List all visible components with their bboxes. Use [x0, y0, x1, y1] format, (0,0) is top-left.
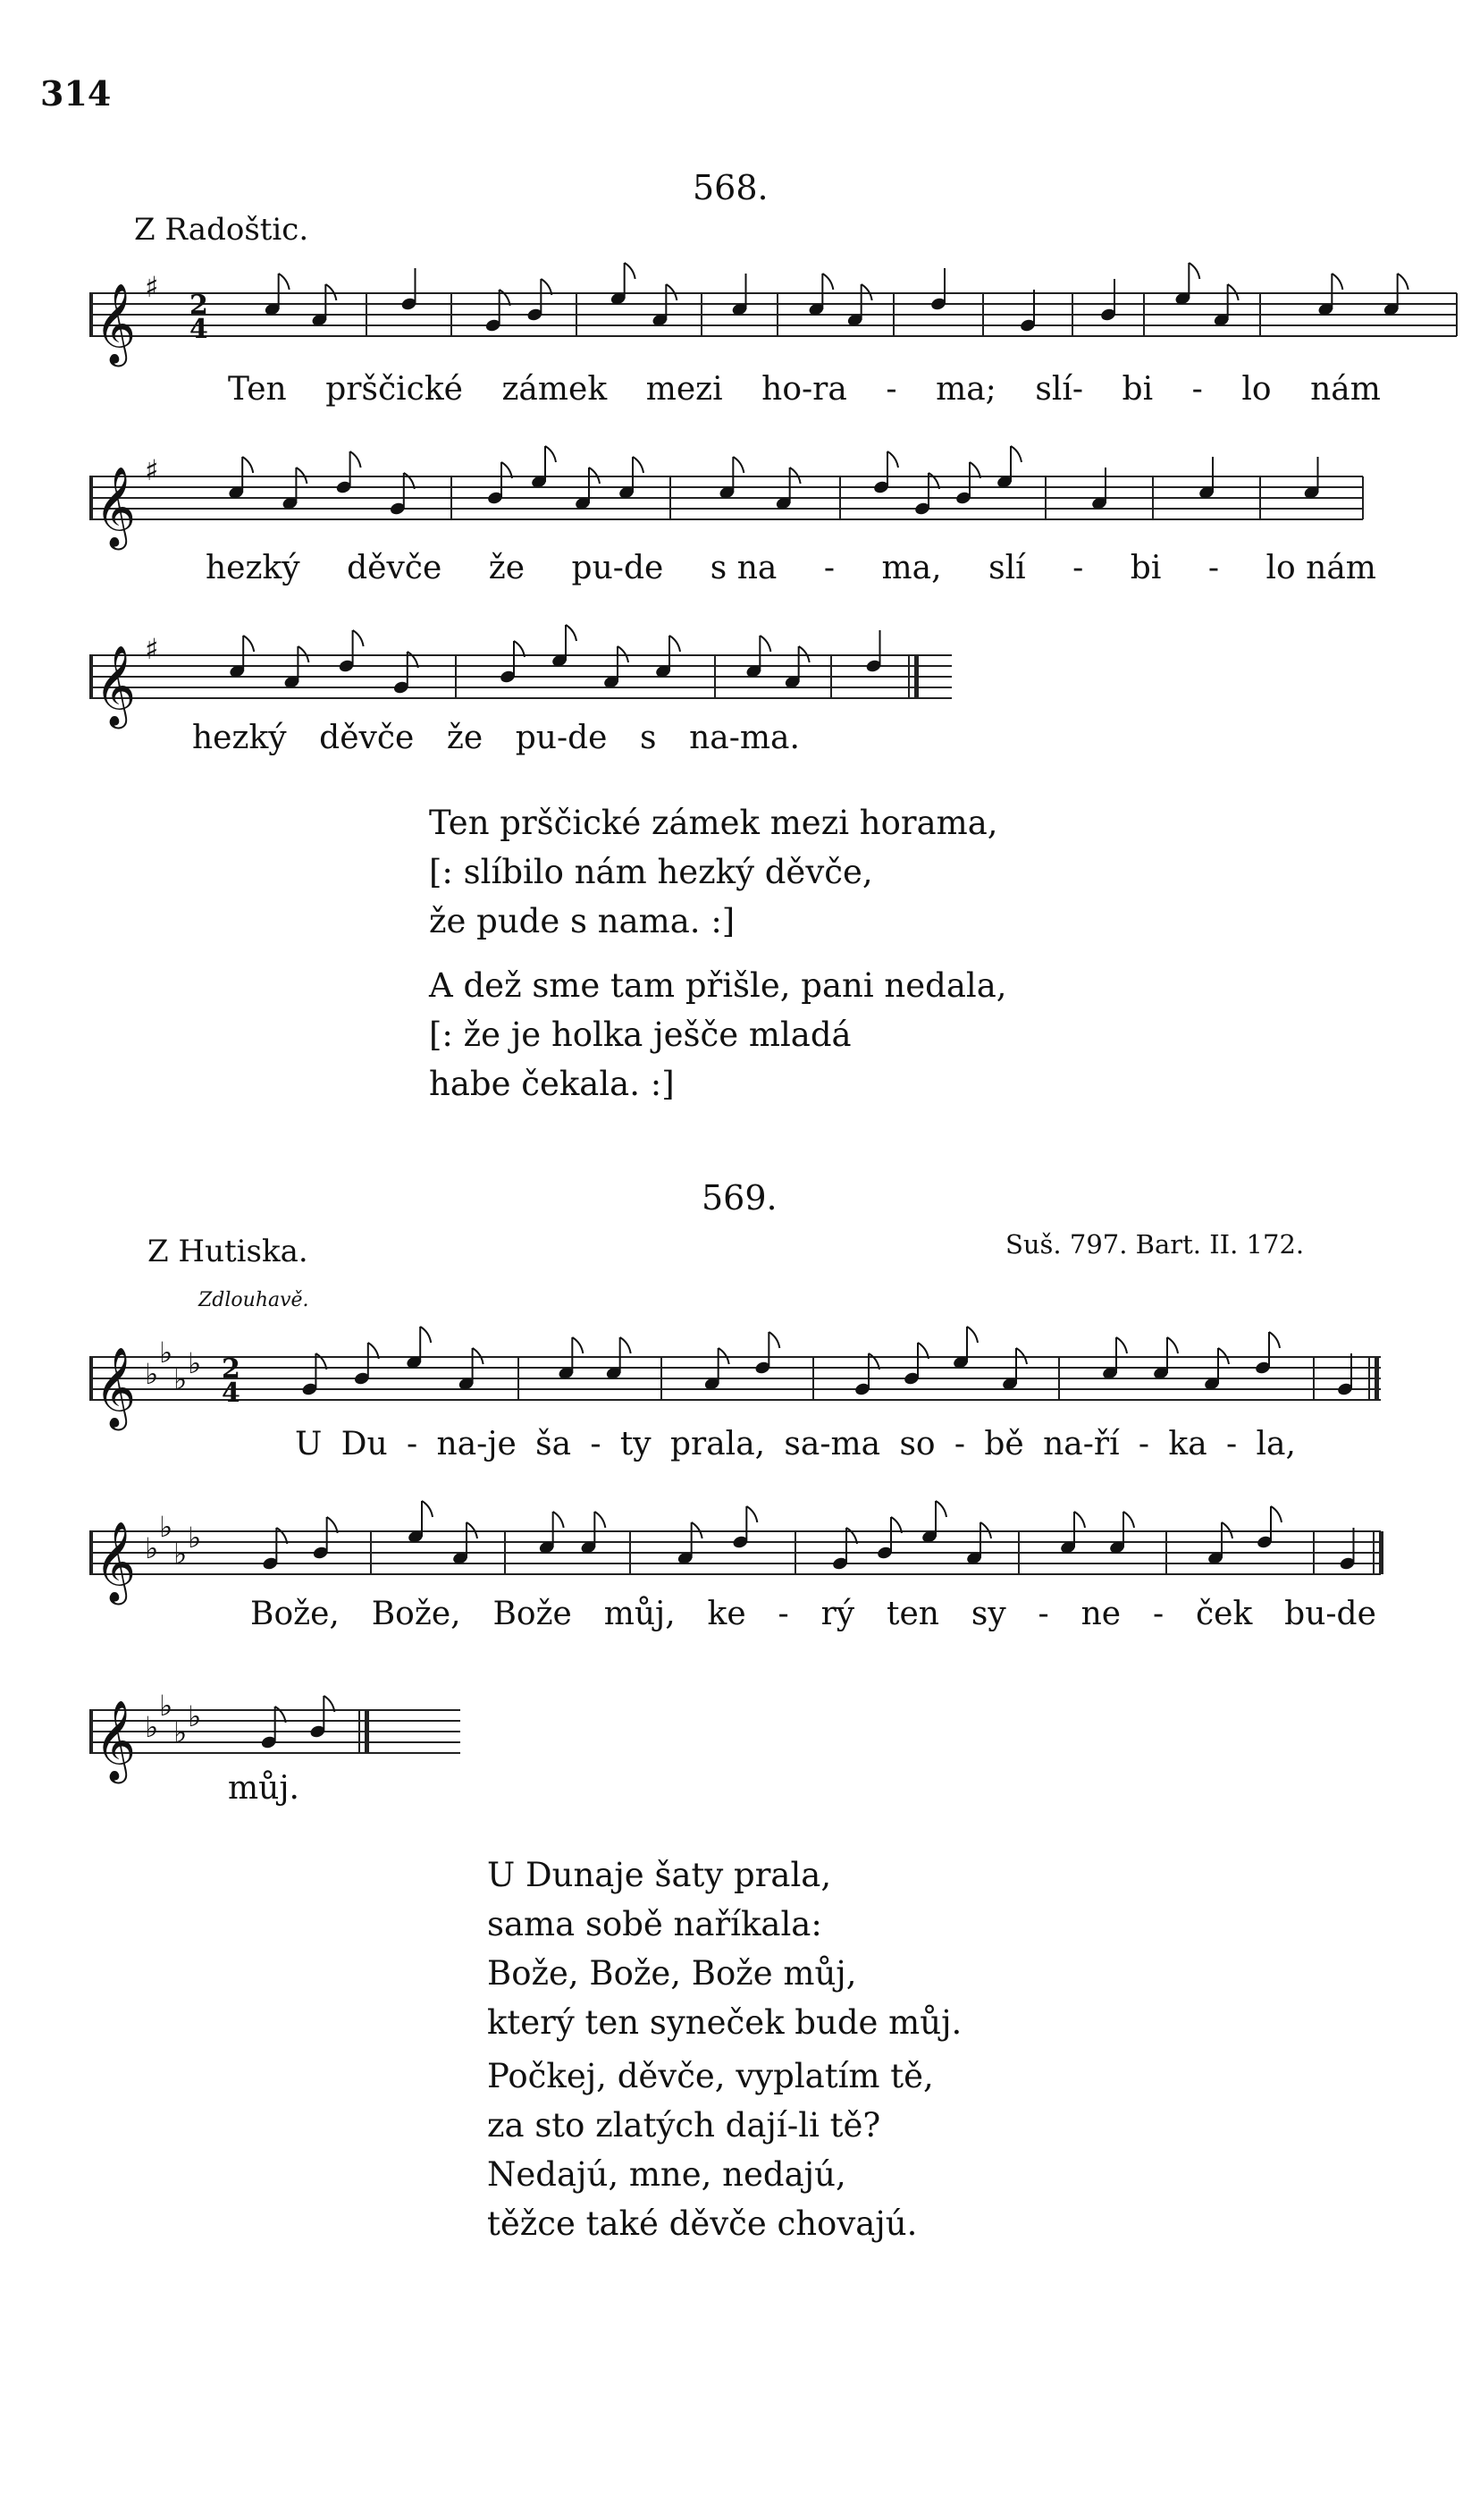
barline	[365, 1710, 369, 1753]
staff-bracket	[89, 476, 93, 519]
note-flag	[553, 1512, 564, 1528]
sharp-icon: ♯	[145, 270, 159, 304]
lyric-syllable: la,	[1256, 1426, 1296, 1462]
time-signature-top: 2	[222, 1353, 240, 1385]
flat-icon: ♭	[173, 1362, 188, 1396]
tempo-marking: Zdlouhavě.	[198, 1289, 309, 1311]
staff-bracket	[89, 1357, 93, 1400]
lyric-syllable: hezký	[206, 550, 300, 586]
verse-line: Ten prščické zámek mezi horama,	[429, 804, 998, 842]
flat-icon: ♭	[173, 1715, 188, 1749]
song-number: 569.	[702, 1178, 778, 1218]
treble-clef-icon: 𝄞	[95, 1521, 137, 1602]
lyric-syllable: ty	[619, 1426, 652, 1462]
flat-icon: ♭	[145, 1710, 159, 1744]
lyric-syllable: -	[1226, 1426, 1238, 1462]
treble-clef-icon: 𝄞	[95, 467, 137, 547]
note-flag	[967, 1327, 978, 1343]
song-origin: Z Hutiska.	[147, 1234, 308, 1269]
music-staff	[89, 451, 1376, 559]
note-flag	[936, 1501, 946, 1517]
lyric-syllable: -	[590, 1426, 601, 1462]
verse-line: Bože, Bože, Bože můj,	[487, 1954, 857, 1993]
lyric-syllable: můj,	[603, 1596, 676, 1632]
lyric-syllable: rý	[820, 1596, 855, 1632]
note-flag	[1116, 1337, 1127, 1353]
lyric-line	[250, 1596, 1376, 1632]
flat-icon: ♭	[145, 1531, 159, 1565]
note-flag	[1167, 1337, 1178, 1353]
note-flag	[633, 457, 643, 473]
note-flag	[353, 630, 364, 646]
music-staff	[89, 268, 1376, 375]
lyric-syllable: -	[407, 1426, 418, 1462]
page-number: 314	[40, 73, 112, 114]
note-flag	[422, 1501, 433, 1517]
lyric-syllable: slí-	[1035, 371, 1084, 408]
lyric-syllable: sa-ma	[784, 1426, 881, 1462]
verse-line: sama sobě naříkala:	[487, 1905, 822, 1943]
lyric-syllable: nám	[1310, 371, 1381, 408]
lyric-syllable: -	[1072, 550, 1084, 586]
lyric-syllable: Bože,	[250, 1596, 340, 1632]
verse-line: U Dunaje šaty prala,	[487, 1856, 832, 1894]
note-flag	[279, 274, 290, 290]
lyric-syllable: bu-de	[1284, 1596, 1376, 1632]
lyric-syllable: prala,	[669, 1426, 766, 1462]
lyric-syllable: že	[446, 720, 483, 756]
lyric-syllable: ša	[535, 1426, 572, 1462]
time-signature-bottom: 4	[222, 1378, 240, 1409]
song-number: 568.	[693, 168, 769, 207]
note-flag	[1269, 1332, 1280, 1348]
verse-line: [: slíbilo nám hezký děvče,	[429, 853, 873, 891]
lyric-syllable: Ten	[228, 371, 287, 408]
barline	[1375, 1357, 1379, 1400]
lyric-syllable: můj.	[228, 1770, 299, 1807]
lyric-syllable: na-ma.	[689, 720, 800, 756]
lyric-syllable: hezký	[192, 720, 287, 756]
lyric-syllable: bi	[1122, 371, 1154, 408]
lyric-syllable: -	[1191, 371, 1203, 408]
verse-line: habe čekala. :]	[429, 1065, 675, 1103]
time-signature-top: 2	[189, 290, 208, 321]
note-flag	[1123, 1512, 1134, 1528]
note-flag	[350, 451, 361, 468]
verse-line: Nedajú, mne, nedajú,	[487, 2155, 846, 2194]
flat-icon: ♭	[145, 1357, 159, 1391]
verse-line: [: že je holka ješče mladá	[429, 1016, 852, 1054]
lyric-syllable: -	[1207, 550, 1220, 586]
lyric-syllable: ček	[1196, 1596, 1253, 1632]
note-flag	[1189, 263, 1199, 279]
song-origin: Z Radoštic.	[134, 212, 309, 248]
lyric-syllable: mezi	[645, 371, 723, 408]
lyric-syllable: U	[295, 1426, 323, 1462]
flat-icon: ♭	[159, 1689, 173, 1723]
treble-clef-icon: 𝄞	[95, 1347, 137, 1428]
lyric-syllable: děvče	[347, 550, 442, 586]
lyric-syllable: pu-de	[515, 720, 608, 756]
lyric-syllable: bě	[984, 1426, 1024, 1462]
note-flag	[1074, 1512, 1085, 1528]
lyric-syllable: ne	[1080, 1596, 1122, 1632]
note-flag	[1398, 274, 1408, 290]
lyric-syllable: pu-de	[571, 550, 664, 586]
lyric-syllable: -	[1152, 1596, 1165, 1632]
flat-icon: ♭	[159, 1510, 173, 1544]
treble-clef-icon: 𝄞	[95, 283, 137, 364]
lyric-syllable: ma;	[936, 371, 996, 408]
lyric-line	[228, 371, 1381, 408]
lyric-syllable: ho-ra	[761, 371, 847, 408]
note-flag	[769, 1332, 779, 1348]
barline	[1379, 1531, 1383, 1574]
staff-bracket	[89, 1531, 93, 1574]
note-flag	[669, 636, 680, 652]
lyric-line	[206, 550, 1376, 586]
verse-line: že pude s nama. :]	[429, 902, 736, 940]
barline	[914, 655, 919, 698]
note-flag	[733, 457, 744, 473]
note-flag	[242, 457, 253, 473]
verse-block	[429, 798, 998, 946]
verse-block	[429, 961, 1007, 1108]
lyric-syllable: prščické	[325, 371, 463, 408]
note-flag	[1332, 274, 1342, 290]
lyric-line	[228, 1770, 407, 1807]
treble-clef-icon: 𝄞	[95, 645, 137, 726]
verse-block	[487, 1850, 962, 2047]
staff-bracket	[89, 293, 93, 336]
note-flag	[746, 1506, 757, 1522]
lyric-syllable: děvče	[319, 720, 415, 756]
lyric-syllable: -	[778, 1596, 789, 1632]
lyric-syllable: -	[954, 1426, 966, 1462]
lyric-syllable: bi	[1130, 550, 1162, 586]
staff-bracket	[89, 1710, 93, 1753]
lyric-syllable: ma,	[881, 550, 942, 586]
note-flag	[545, 446, 556, 462]
lyric-syllable: sy	[971, 1596, 1006, 1632]
lyric-syllable: -	[823, 550, 836, 586]
treble-clef-icon: 𝄞	[95, 1700, 137, 1781]
lyric-syllable: -	[1138, 1426, 1150, 1462]
lyric-syllable: slí	[988, 550, 1026, 586]
note-flag	[572, 1337, 583, 1353]
lyric-syllable: lo nám	[1265, 550, 1376, 586]
sharp-icon: ♯	[145, 632, 159, 666]
note-flag	[760, 636, 770, 652]
lyric-syllable: na-ří	[1043, 1426, 1120, 1462]
note-flag	[594, 1512, 605, 1528]
lyric-syllable: Bože,	[371, 1596, 461, 1632]
flat-icon: ♭	[188, 1346, 202, 1380]
flat-icon: ♭	[188, 1521, 202, 1555]
note-flag	[566, 625, 576, 641]
lyric-syllable: so	[899, 1426, 936, 1462]
source-reference: Suš. 797. Bart. II. 172.	[1005, 1229, 1305, 1260]
verse-block	[487, 2052, 934, 2248]
time-signature-bottom: 4	[189, 314, 208, 345]
lyric-line	[295, 1426, 1296, 1462]
verse-line: A dež sme tam přišle, pani nedala,	[429, 966, 1007, 1005]
note-flag	[1011, 446, 1022, 462]
note-flag	[620, 1337, 631, 1353]
lyric-syllable: Bože	[492, 1596, 572, 1632]
staff-bracket	[89, 655, 93, 698]
note-flag	[887, 451, 898, 468]
note-flag	[420, 1327, 431, 1343]
verse-line: za sto zlatých dají-li tě?	[487, 2106, 881, 2145]
note-flag	[625, 263, 635, 279]
lyric-syllable: ke	[707, 1596, 746, 1632]
verse-line: který ten syneček bude můj.	[487, 2003, 963, 2042]
note-flag	[822, 274, 833, 290]
lyric-syllable: na-je	[436, 1426, 517, 1462]
note-flag	[1271, 1506, 1282, 1522]
music-staff	[89, 1332, 1376, 1439]
lyric-syllable: ten	[887, 1596, 939, 1632]
verse-line: těžce také děvče chovajú.	[487, 2204, 918, 2243]
lyric-syllable: Du	[341, 1426, 388, 1462]
flat-icon: ♭	[159, 1336, 173, 1370]
lyric-syllable: ka	[1168, 1426, 1207, 1462]
flat-icon: ♭	[173, 1537, 188, 1571]
lyric-syllable: -	[1038, 1596, 1049, 1632]
verse-line: Počkej, děvče, vyplatím tě,	[487, 2057, 934, 2095]
lyric-line	[192, 720, 800, 756]
lyric-syllable: s	[640, 720, 657, 756]
lyric-syllable: zámek	[501, 371, 608, 408]
flat-icon: ♭	[188, 1699, 202, 1733]
sharp-icon: ♯	[145, 453, 159, 487]
lyric-syllable: lo	[1241, 371, 1272, 408]
lyric-syllable: -	[886, 371, 897, 408]
note-flag	[243, 636, 254, 652]
lyric-syllable: s na	[710, 550, 778, 586]
lyric-syllable: že	[488, 550, 526, 586]
